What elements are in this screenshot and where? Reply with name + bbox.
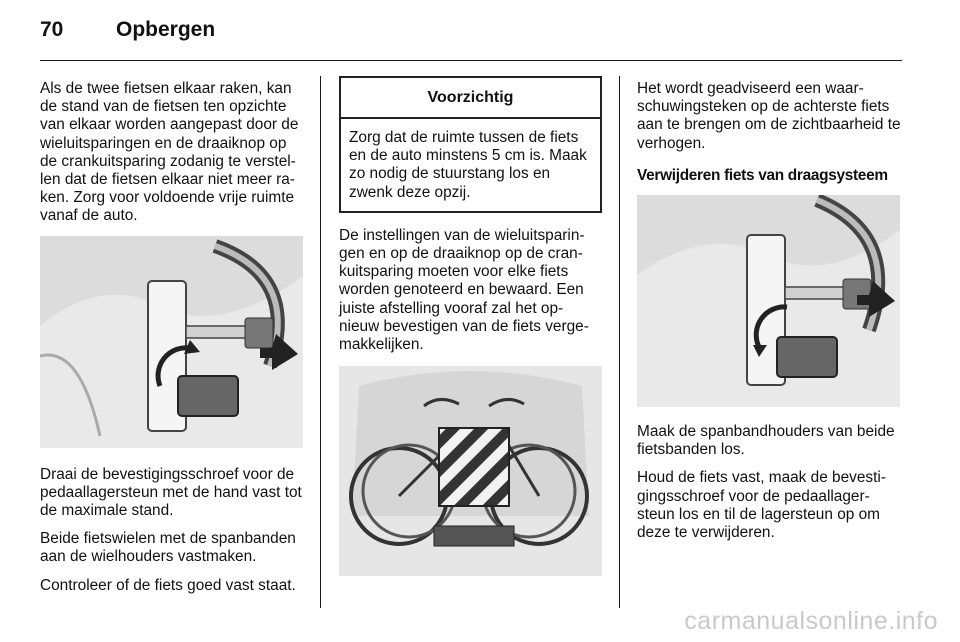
column-divider-2 [619, 76, 620, 608]
caution-title: Voorzichtig [341, 78, 600, 119]
paragraph: Het wordt geadviseerd een waar-schuwingsteken op de achterste fiets aan te brengen om de zichtbaarheid te verhogen. [637, 80, 901, 152]
paragraph: Controleer of de fiets goed vast staat. [40, 576, 296, 594]
paragraph: Als de twee fietsen elkaar raken, kan de stand van de fietsen ten opzichte van elkaar worden aangepast door de wieluitsparingen en de draaiknop op de crankuitsparing zodanig te verstel-len dat de fietsen elkaar niet meer ra-ken. Zorg voor voldoende vrije ruimte vanaf de auto. [40, 80, 299, 225]
bike-carrier-drawing [339, 366, 602, 576]
illustration-remove-bike [637, 195, 900, 407]
pedal-clamp-drawing [40, 236, 303, 448]
page-title: Opbergen [116, 18, 216, 41]
column-2 [339, 80, 602, 576]
paragraph: Beide fietswielen met de spanbanden aan de wielhouders vastmaken. [40, 530, 296, 566]
column-divider-1 [320, 76, 321, 608]
column-1 [40, 80, 303, 605]
illustration-bike-on-carrier [339, 366, 602, 576]
paragraph: Maak de spanbandhouders van beide fietsbanden los. [637, 423, 895, 459]
remove-bike-drawing [637, 195, 900, 407]
section-heading: Verwijderen fiets van draagsysteem [637, 166, 888, 184]
illustration-pedal-clamp [40, 236, 303, 448]
watermark: carmanualsonline.info [684, 607, 938, 635]
caution-box [339, 76, 602, 213]
page-number: 70 [40, 18, 64, 41]
header-rule [40, 60, 902, 61]
paragraph: Houd de fiets vast, maak de bevesti-gingsschroef voor de pedaallager-steun los en til de lagersteun op om deze te verwijderen. [637, 469, 886, 542]
column-3 [637, 80, 903, 552]
paragraph: Draai de bevestigingsschroef voor de pedaallagersteun met de hand vast tot de maximale stand. [40, 465, 302, 520]
caution-text: Zorg dat de ruimte tussen de fiets en de auto minstens 5 cm is. Maak zo nodig de stuurstang los en zwenk deze opzij. [349, 129, 587, 201]
paragraph: De instellingen van de wieluitsparin-gen en op de draaiknop op de cran-kuitsparing moeten voor elke fiets worden genoteerd en bewaard. Een juiste afstelling vooraf zal het op-nieuw bevestigen van de fiets verge-makkelijken. [339, 226, 589, 354]
